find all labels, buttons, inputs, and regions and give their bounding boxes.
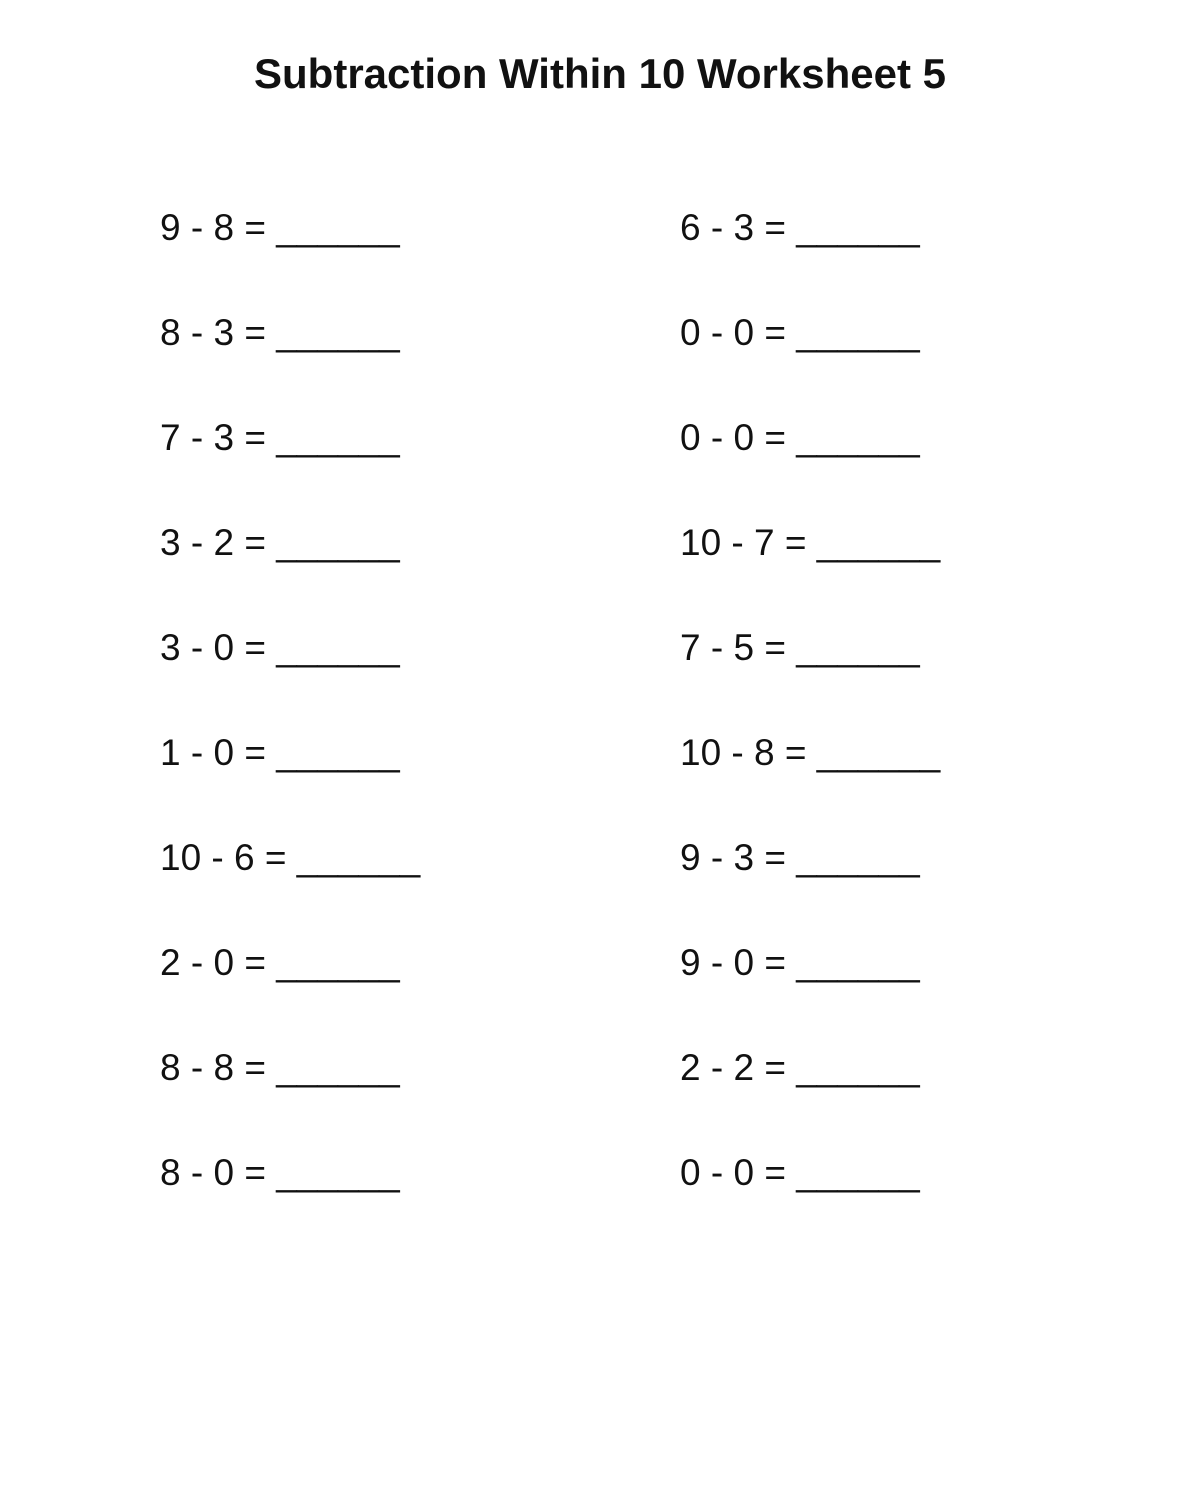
problem-14: 10 - 7 = ______: [680, 522, 941, 563]
problem-19: 2 - 2 = ______: [680, 1047, 920, 1088]
problem-6: 1 - 0 = ______: [160, 732, 400, 773]
problem-2: 8 - 3 = ______: [160, 312, 400, 353]
problem-10: 8 - 0 = ______: [160, 1152, 400, 1193]
problem-18: 9 - 0 = ______: [680, 942, 920, 983]
problem-5: 3 - 0 = ______: [160, 627, 400, 668]
problem-column-left: [160, 203, 600, 1253]
problem-3: 7 - 3 = ______: [160, 417, 400, 458]
problem-4: 3 - 2 = ______: [160, 522, 400, 563]
problem-11: 6 - 3 = ______: [680, 207, 920, 248]
problem-12: 0 - 0 = ______: [680, 312, 920, 353]
problem-15: 7 - 5 = ______: [680, 627, 920, 668]
problem-9: 8 - 8 = ______: [160, 1047, 400, 1088]
problem-13: 0 - 0 = ______: [680, 417, 920, 458]
problem-7: 10 - 6 = ______: [160, 837, 421, 878]
problem-column-right: [680, 203, 1120, 1253]
worksheet-title: Subtraction Within 10 Worksheet 5: [254, 50, 946, 97]
problem-17: 9 - 3 = ______: [680, 837, 920, 878]
problem-8: 2 - 0 = ______: [160, 942, 400, 983]
problem-16: 10 - 8 = ______: [680, 732, 941, 773]
problem-1: 9 - 8 = ______: [160, 207, 400, 248]
problem-20: 0 - 0 = ______: [680, 1152, 920, 1193]
